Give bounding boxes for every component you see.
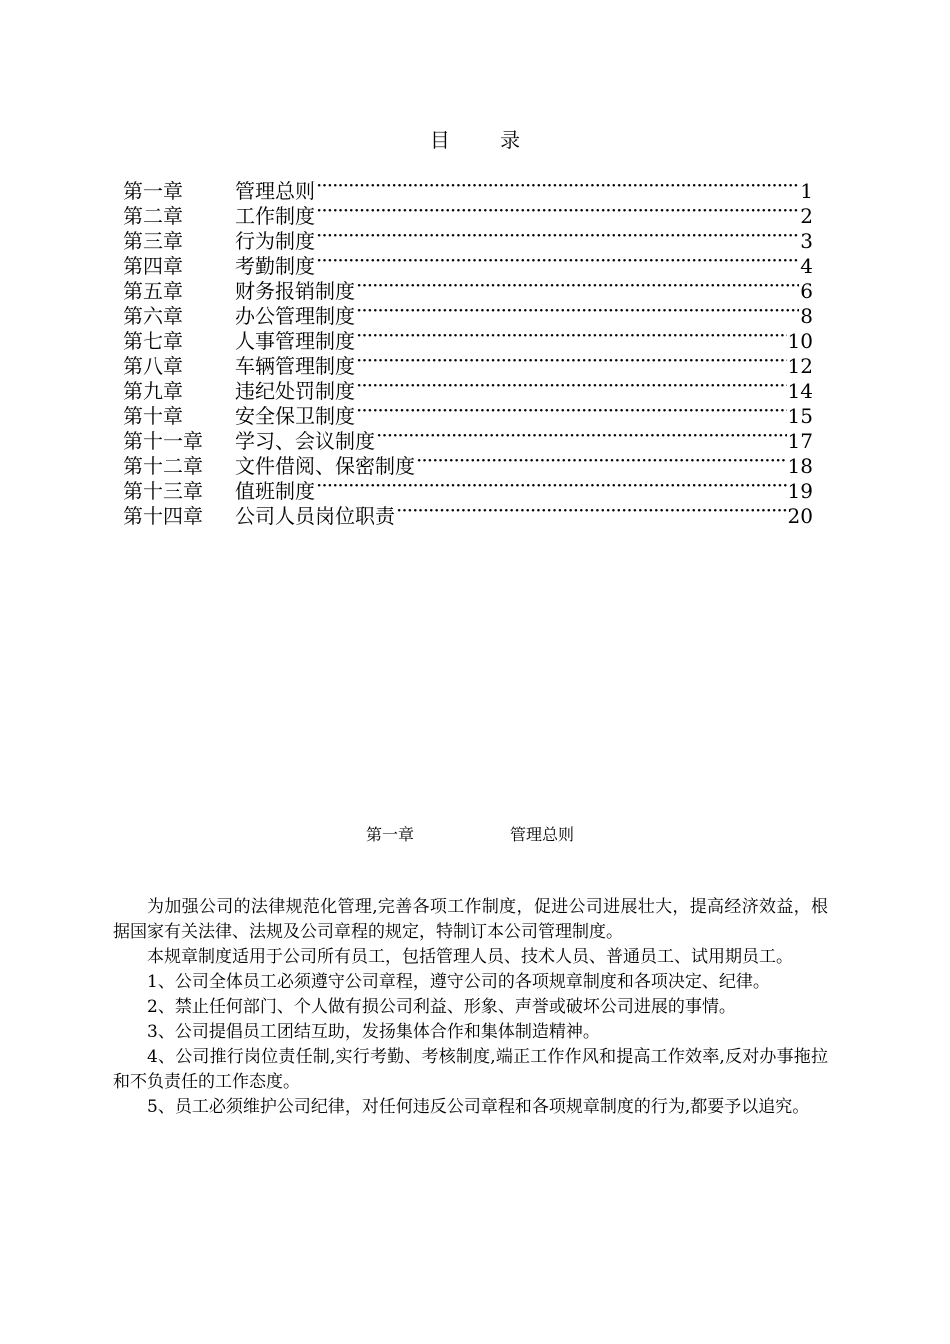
toc-chapter-number: 第九章	[123, 379, 183, 403]
toc-leader-dots	[416, 448, 787, 473]
toc-chapter-name: 工作制度	[235, 204, 315, 228]
toc-chapter-name: 违纪处罚制度	[235, 379, 355, 403]
toc-chapter-name: 管理总则	[235, 179, 315, 203]
toc-leader-dots	[396, 498, 787, 523]
toc-entry	[123, 173, 813, 203]
toc-chapter-name: 考勤制度	[235, 254, 315, 278]
body-paragraph: 为加强公司的法律规范化管理,完善各项工作制度，促进公司进展壮大，提高经济效益，根据国家有关法律、法规及公司章程的规定，特制订本公司管理制度。	[113, 897, 828, 942]
toc-chapter-number: 第一章	[123, 179, 183, 203]
chapter-body	[113, 895, 828, 1120]
chapter-heading	[366, 822, 574, 845]
toc-leader-dots	[356, 298, 799, 323]
toc-page-number: 10	[787, 329, 813, 353]
toc-chapter-number: 第十一章	[123, 429, 203, 453]
toc-leader-dots	[316, 473, 787, 498]
toc-chapter-number: 第十章	[123, 404, 183, 428]
body-paragraph: 5、员工必须维护公司纪律，对任何违反公司章程和各项规章制度的行为,都要予以追究。	[147, 1097, 810, 1117]
toc-chapter-name: 文件借阅、保密制度	[235, 454, 415, 478]
toc-page-number: 8	[800, 304, 813, 328]
toc-page-number: 6	[800, 279, 813, 303]
toc-chapter-name: 公司人员岗位职责	[235, 504, 395, 528]
toc-page-number: 20	[787, 504, 813, 528]
toc-leader-dots	[376, 423, 787, 448]
body-paragraph: 4、公司推行岗位责任制,实行考勤、考核制度,端正工作作风和提高工作效率,反对办事拖拉和不负责任的工作态度。	[113, 1047, 828, 1092]
body-paragraph: 本规章制度适用于公司所有员工，包括管理人员、技术人员、普通员工、试用期员工。	[147, 947, 793, 967]
toc-page-number: 18	[787, 454, 813, 478]
chapter-number: 第一章	[366, 825, 415, 844]
toc-leader-dots	[316, 173, 799, 198]
toc-chapter-name: 安全保卫制度	[235, 404, 355, 428]
toc-chapter-name: 办公管理制度	[235, 304, 355, 328]
toc-chapter-number: 第五章	[123, 279, 183, 303]
toc-chapter-number: 第七章	[123, 329, 183, 353]
toc-page-number: 15	[787, 404, 813, 428]
toc-chapter-number: 第十二章	[123, 454, 203, 478]
body-paragraph: 2、禁止任何部门、个人做有损公司利益、形象、声誉或破坏公司进展的事情。	[147, 997, 736, 1017]
toc-chapter-number: 第八章	[123, 354, 183, 378]
toc-page-number: 14	[787, 379, 813, 403]
toc-chapter-number: 第二章	[123, 204, 183, 228]
toc-chapter-number: 第十三章	[123, 479, 203, 503]
chapter-title: 管理总则	[510, 825, 575, 844]
toc-chapter-name: 车辆管理制度	[235, 354, 355, 378]
toc-page-number: 19	[787, 479, 813, 503]
toc-page-number: 4	[800, 254, 813, 278]
toc-chapter-name: 行为制度	[235, 229, 315, 253]
toc-leader-dots	[356, 273, 799, 298]
toc-leader-dots	[356, 398, 787, 423]
toc-title: 目 录	[429, 128, 543, 152]
toc-leader-dots	[356, 323, 787, 348]
toc-page-number: 3	[800, 229, 813, 253]
toc-leader-dots	[356, 348, 787, 373]
toc-page-number: 12	[787, 354, 813, 378]
toc-page-number: 2	[800, 204, 813, 228]
body-paragraph: 1、公司全体员工必须遵守公司章程，遵守公司的各项规章制度和各项决定、纪律。	[147, 972, 770, 992]
body-paragraph: 3、公司提倡员工团结互助，发扬集体合作和集体制造精神。	[147, 1022, 600, 1042]
toc-page-number: 17	[787, 429, 813, 453]
toc-chapter-name: 财务报销制度	[235, 279, 355, 303]
toc-list	[123, 173, 813, 528]
toc-chapter-number: 第十四章	[123, 504, 203, 528]
toc-leader-dots	[316, 198, 799, 223]
toc-leader-dots	[316, 223, 799, 248]
toc-chapter-name: 值班制度	[235, 479, 315, 503]
toc-chapter-name: 学习、会议制度	[235, 429, 375, 453]
toc-page-number: 1	[800, 179, 813, 203]
toc-leader-dots	[356, 373, 787, 398]
toc-chapter-number: 第六章	[123, 304, 183, 328]
toc-chapter-number: 第四章	[123, 254, 183, 278]
toc-chapter-name: 人事管理制度	[235, 329, 355, 353]
toc-leader-dots	[316, 248, 799, 273]
toc-chapter-number: 第三章	[123, 229, 183, 253]
